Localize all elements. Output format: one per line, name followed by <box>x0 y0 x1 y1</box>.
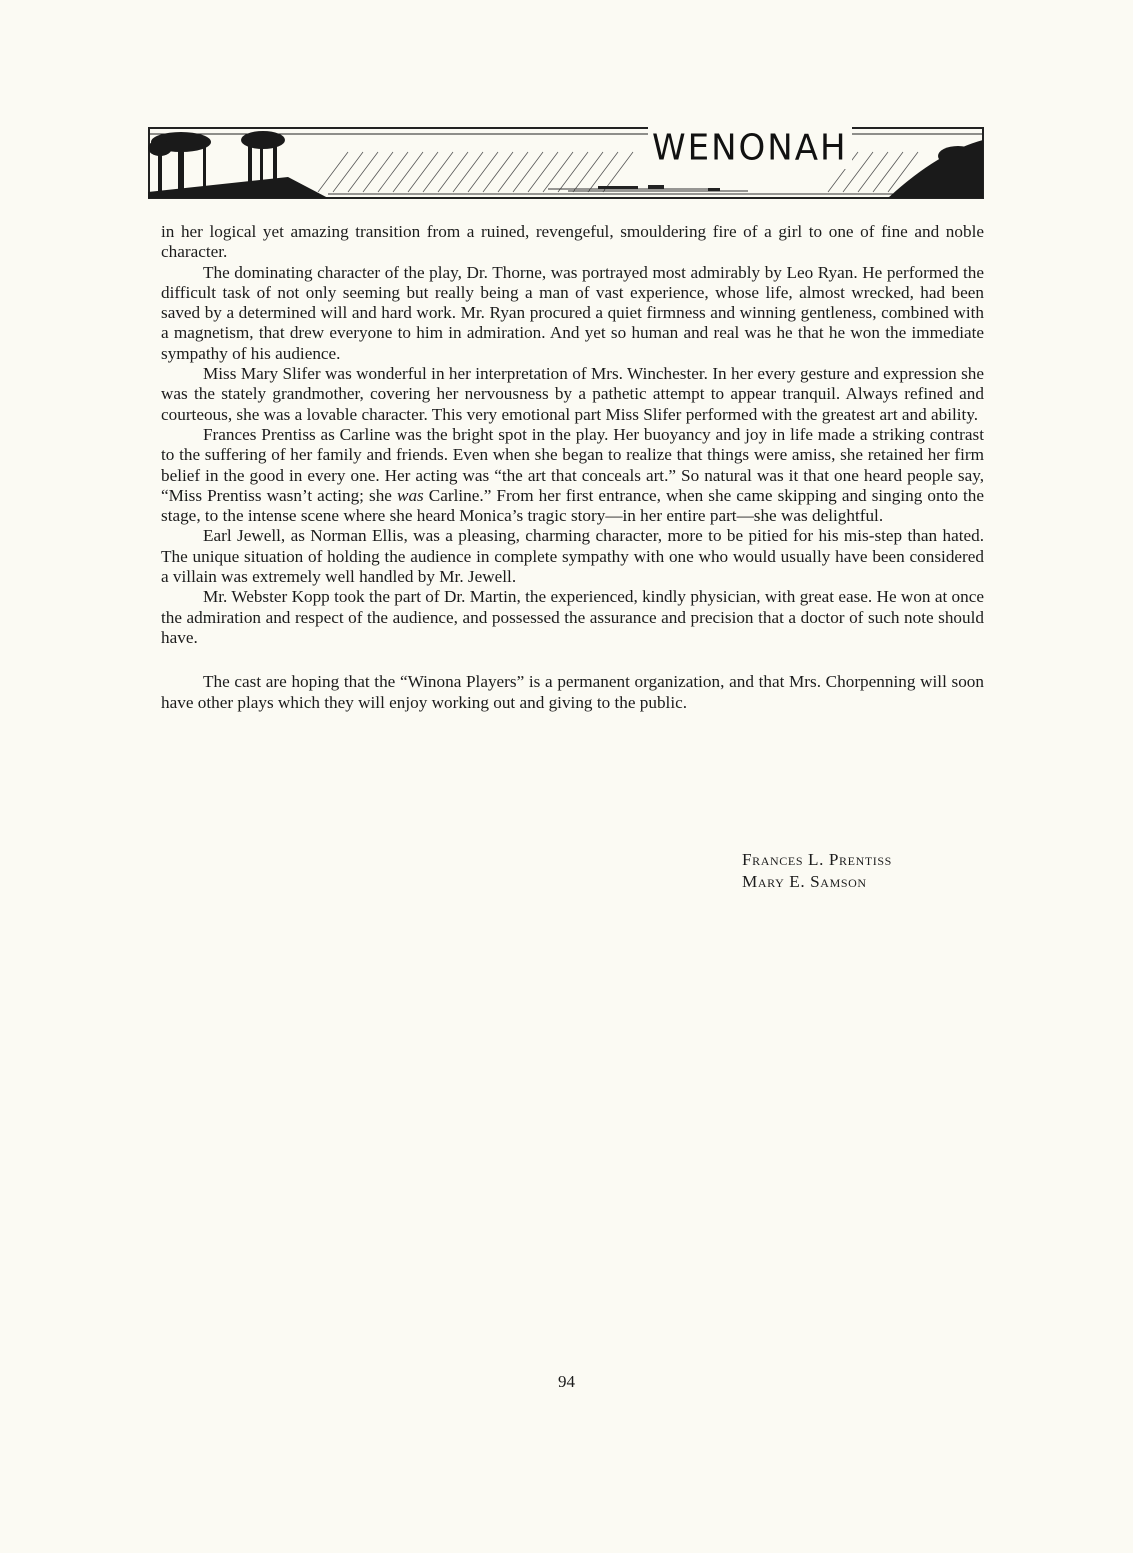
article-body <box>161 222 984 713</box>
paragraph: Mr. Webster Kopp took the part of Dr. Martin, the experienced, kindly physician, with great ease. He won at once the admiration and respect of the audience, and possessed the assurance and precision that a doctor of such note should have. <box>161 587 984 647</box>
header-title: WENONAH <box>648 127 852 169</box>
closing-paragraph: The cast are hoping that the “Winona Players” is a permanent organization, and that Mrs. Chorpenning will soon have other plays which they will enjoy working out and giving to the public. <box>161 672 984 712</box>
paragraph-text: Frances Prentiss as Carline was the bright spot in the play. Her buoyancy and joy in life made a striking contrast to the suffering of her family and friends. Even when she began to realize that things were amiss, she retained her firm belief in the good in every one. Her acting was “the art that conceals art.” So natural was it that one heard people say, “Miss Prentiss wasn’t acting; she <box>161 424 984 505</box>
paragraph: Earl Jewell, as Norman Ellis, was a pleasing, charming character, more to be pitied for his mis-step than hated. The unique situation of holding the audience in complete sympathy with one who would usually have been considered a villain was extremely well handled by Mr. Jewell. <box>161 526 984 587</box>
signature-name: Frances L. Prentiss <box>742 850 892 869</box>
signature-name: Mary E. Samson <box>742 872 867 891</box>
header-banner <box>148 122 984 200</box>
paragraph-text: Carline.” From her first entrance, when she came skipping and singing onto the stage, to the intense scene where she heard Monica’s tragic story—in her entire part—she was delightful. <box>161 485 984 526</box>
paragraph: in her logical yet amazing transition from a ruined, revengeful, smouldering fire of a girl to one of fine and noble character. <box>161 222 984 262</box>
paragraph <box>161 425 984 526</box>
paragraph: The dominating character of the play, Dr. Thorne, was portrayed most admirably by Leo Ryan. He performed the difficult task of not only seeming but really being a man of vast experience, whose life, almost wrecked, had been saved by a determined will and hard work. Mr. Ryan procured a quiet firmness and winning gentleness, combined with a magnetism, that drew everyone to him in admiration. And yet so human and real was he that he won the immediate sympathy of his audience. <box>161 262 984 363</box>
paragraph: Miss Mary Slifer was wonderful in her interpretation of Mrs. Winchester. In her every gesture and expression she was the stately grandmother, covering her nervousness by a pathetic attempt to appear tranquil. Always refined and courteous, she was a lovable character. This very emotional part Miss Slifer performed with the greatest art and ability. <box>161 364 984 424</box>
landscape-illustration <box>148 122 984 200</box>
signature-block <box>742 849 892 893</box>
emphasis-text: was <box>397 485 424 505</box>
page-number: 94 <box>558 1372 575 1391</box>
